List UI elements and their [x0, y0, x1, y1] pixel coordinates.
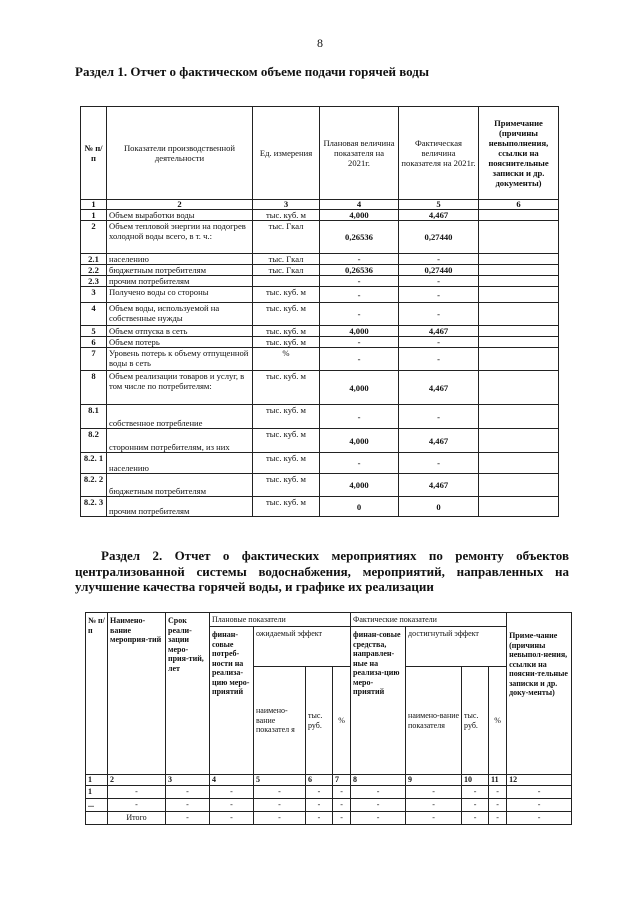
row-number: 8.1	[81, 405, 107, 429]
header-num: № п/п	[86, 613, 108, 775]
header-plan-eff-unit: тыс. руб.	[306, 667, 333, 775]
table-row	[81, 371, 559, 405]
table-row	[81, 453, 559, 474]
col-number: 3	[166, 775, 210, 786]
fact-value: -	[399, 337, 479, 348]
table-row	[81, 405, 559, 429]
table-cell: -	[351, 786, 406, 799]
header-fact-fin: финан-совые средства, направлен-ные на реализа-цию меро-приятий	[351, 627, 406, 775]
table-cell: -	[462, 799, 489, 812]
plan-value: 0	[320, 497, 399, 517]
header-plan-fin: финан-совые потреб-ности на реализа-цию меро-приятий	[210, 627, 254, 775]
table-cell: -	[406, 786, 462, 799]
table-cell: -	[166, 812, 210, 825]
table-cell: -	[507, 812, 572, 825]
row-number: 2	[81, 221, 107, 254]
column-number-row	[81, 200, 559, 210]
note	[479, 371, 559, 405]
column-number-row	[86, 775, 572, 786]
table-cell: -	[489, 786, 507, 799]
row-number: ...	[86, 799, 108, 812]
indicator-name: собственное потребление	[107, 405, 253, 429]
table-cell: -	[351, 812, 406, 825]
fact-value: -	[399, 348, 479, 371]
table-row	[81, 276, 559, 287]
note	[479, 287, 559, 303]
note	[479, 254, 559, 265]
col-number: 4	[320, 200, 399, 210]
table-cell: -	[306, 786, 333, 799]
row-number: 3	[81, 287, 107, 303]
table-row	[86, 812, 572, 825]
fact-value: 4,467	[399, 371, 479, 405]
unit: тыс. куб. м	[253, 497, 320, 517]
table-cell: -	[489, 812, 507, 825]
measure-name: -	[108, 786, 166, 799]
fact-value: 4,467	[399, 210, 479, 221]
table-cell: -	[166, 786, 210, 799]
fact-value: -	[399, 254, 479, 265]
unit: тыс. куб. м	[253, 303, 320, 326]
header-fact: Фактическая величина показателя на 2021г.	[399, 107, 479, 200]
indicator-name: Получено воды со стороны	[107, 287, 253, 303]
col-number: 11	[489, 775, 507, 786]
indicator-name: Объем потерь	[107, 337, 253, 348]
row-number: 8.2. 3	[81, 497, 107, 517]
indicator-name: прочим потребителям	[107, 276, 253, 287]
plan-value: -	[320, 348, 399, 371]
col-number: 1	[86, 775, 108, 786]
note	[479, 210, 559, 221]
table-cell: -	[210, 786, 254, 799]
note	[479, 453, 559, 474]
note	[479, 221, 559, 254]
indicator-name: Объем отпуска в сеть	[107, 326, 253, 337]
unit	[253, 276, 320, 287]
unit: тыс. куб. м	[253, 429, 320, 453]
indicator-name: бюджетным потребителям	[107, 474, 253, 497]
plan-value: -	[320, 453, 399, 474]
unit: тыс. куб. м	[253, 371, 320, 405]
row-number: 8.2. 2	[81, 474, 107, 497]
indicator-name: Объем тепловой энергии на подогрев холодной воды всего, в т. ч.:	[107, 221, 253, 254]
plan-value: 4,000	[320, 326, 399, 337]
fact-value: 0,27440	[399, 221, 479, 254]
table-cell: -	[489, 799, 507, 812]
indicator-name: населению	[107, 254, 253, 265]
table-cell: -	[333, 812, 351, 825]
row-number: 7	[81, 348, 107, 371]
table-cell: -	[333, 786, 351, 799]
plan-value: -	[320, 276, 399, 287]
indicator-name: прочим потребителям	[107, 497, 253, 517]
plan-value: -	[320, 303, 399, 326]
col-number: 6	[479, 200, 559, 210]
header-num: № п/п	[81, 107, 107, 200]
header-indicator: Показатели производственной деятельности	[107, 107, 253, 200]
note	[479, 405, 559, 429]
table-cell: -	[462, 786, 489, 799]
col-number: 12	[507, 775, 572, 786]
unit: тыс. куб. м	[253, 210, 320, 221]
header-fact-eff-name: наимено-вание показателя	[406, 667, 462, 775]
table-row	[86, 799, 572, 812]
header-name: Наимено-вание мероприя-тий	[108, 613, 166, 775]
fact-value: 4,467	[399, 326, 479, 337]
header-fact-eff-pct: %	[489, 667, 507, 775]
plan-value: -	[320, 337, 399, 348]
fact-value: -	[399, 303, 479, 326]
header-row-1	[86, 613, 572, 627]
table-cell: -	[254, 812, 306, 825]
note	[479, 474, 559, 497]
section2-title	[75, 548, 569, 595]
header-plan-effect: ожидаемый эффект	[254, 627, 351, 667]
header-note: Приме-чание (причины невыпол-нения, ссылки на поясни-тельные записки и др. доку-менты)	[507, 613, 572, 775]
repair-measures-table	[85, 612, 572, 825]
header-fact-effect: достигнутый эффект	[406, 627, 507, 667]
section1-title: Раздел 1. Отчет о фактическом объеме подачи горячей воды	[75, 64, 429, 79]
plan-value: 4,000	[320, 371, 399, 405]
header-fact-group: Фактические показатели	[351, 613, 507, 627]
row-number: 2.1	[81, 254, 107, 265]
note	[479, 348, 559, 371]
header-fact-eff-unit: тыс. руб.	[462, 667, 489, 775]
col-number: 8	[351, 775, 406, 786]
table-cell: -	[507, 799, 572, 812]
fact-value: -	[399, 405, 479, 429]
unit: тыс. куб. м	[253, 337, 320, 348]
fact-value: 0	[399, 497, 479, 517]
fact-value: 0,27440	[399, 265, 479, 276]
unit: тыс. Гкал	[253, 254, 320, 265]
header-note: Примечание (причины невыполнения, ссылки на пояснительные записки и др. документы)	[479, 107, 559, 200]
indicator-name: населению	[107, 453, 253, 474]
fact-value: 4,467	[399, 429, 479, 453]
table-row	[81, 497, 559, 517]
col-number: 3	[253, 200, 320, 210]
table-row	[81, 287, 559, 303]
section2-title-text: Раздел 2. Отчет о фактических мероприятиях по ремонту объектов централизованной системы водоснабжения, мероприятий, направленных на улучшение качества горячей воды, и графике их реализации	[75, 548, 569, 594]
note	[479, 326, 559, 337]
header-plan-eff-pct: %	[333, 667, 351, 775]
table-row	[81, 265, 559, 276]
table-cell: -	[333, 799, 351, 812]
table-cell: -	[210, 799, 254, 812]
table-cell: -	[254, 799, 306, 812]
table-cell: -	[406, 812, 462, 825]
col-number: 4	[210, 775, 254, 786]
plan-value: 0,26536	[320, 221, 399, 254]
note	[479, 276, 559, 287]
col-number: 6	[306, 775, 333, 786]
indicator-name: Объем реализации товаров и услуг, в том числе по потребителям:	[107, 371, 253, 405]
table-cell: -	[254, 786, 306, 799]
table-row	[81, 348, 559, 371]
measure-name: Итого	[108, 812, 166, 825]
note	[479, 429, 559, 453]
unit: тыс. куб. м	[253, 453, 320, 474]
header-unit: Ед. измерения	[253, 107, 320, 200]
unit: тыс. Гкал	[253, 265, 320, 276]
table-row	[81, 337, 559, 348]
col-number: 7	[333, 775, 351, 786]
row-number	[86, 812, 108, 825]
unit: тыс. куб. м	[253, 326, 320, 337]
note	[479, 265, 559, 276]
header-row	[81, 107, 559, 200]
indicator-name: Объем воды, используемой на собственные нужды	[107, 303, 253, 326]
table-cell: -	[406, 799, 462, 812]
indicator-name: бюджетным потребителям	[107, 265, 253, 276]
plan-value: -	[320, 254, 399, 265]
hot-water-supply-table	[80, 106, 559, 517]
header-plan: Плановая величина показателя на 2021г.	[320, 107, 399, 200]
indicator-name: Объем выработки воды	[107, 210, 253, 221]
row-number: 8.2. 1	[81, 453, 107, 474]
fact-value: -	[399, 276, 479, 287]
unit: тыс. Гкал	[253, 221, 320, 254]
table-row	[81, 303, 559, 326]
table-cell: -	[507, 786, 572, 799]
fact-value: -	[399, 287, 479, 303]
plan-value: -	[320, 287, 399, 303]
col-number: 10	[462, 775, 489, 786]
row-number: 8.2	[81, 429, 107, 453]
table-cell: -	[210, 812, 254, 825]
col-number: 5	[399, 200, 479, 210]
header-plan-group: Плановые показатели	[210, 613, 351, 627]
header-plan-eff-name: наимено-вание показател я	[254, 667, 306, 775]
unit: %	[253, 348, 320, 371]
plan-value: 4,000	[320, 474, 399, 497]
row-number: 1	[81, 210, 107, 221]
note	[479, 497, 559, 517]
row-number: 4	[81, 303, 107, 326]
table-row	[86, 786, 572, 799]
unit: тыс. куб. м	[253, 287, 320, 303]
page-number: 8	[317, 36, 323, 50]
table-row	[81, 254, 559, 265]
col-number: 5	[254, 775, 306, 786]
table-row	[81, 474, 559, 497]
row-number: 5	[81, 326, 107, 337]
table-cell: -	[306, 812, 333, 825]
header-term: Срок реали-зации меро-прия-тий, лет	[166, 613, 210, 775]
row-number: 1	[86, 786, 108, 799]
table-cell: -	[166, 799, 210, 812]
row-number: 6	[81, 337, 107, 348]
plan-value: -	[320, 405, 399, 429]
col-number: 2	[107, 200, 253, 210]
unit: тыс. куб. м	[253, 405, 320, 429]
note	[479, 303, 559, 326]
fact-value: 4,467	[399, 474, 479, 497]
plan-value: 4,000	[320, 210, 399, 221]
table-row	[81, 326, 559, 337]
table-cell: -	[306, 799, 333, 812]
plan-value: 0,26536	[320, 265, 399, 276]
table-row	[81, 429, 559, 453]
table-row	[81, 221, 559, 254]
measure-name: -	[108, 799, 166, 812]
indicator-name: Уровень потерь к объему отпущенной воды в сеть	[107, 348, 253, 371]
row-number: 2.3	[81, 276, 107, 287]
table-cell: -	[351, 799, 406, 812]
table-cell: -	[462, 812, 489, 825]
indicator-name: сторонним потребителям, из них	[107, 429, 253, 453]
col-number: 1	[81, 200, 107, 210]
note	[479, 337, 559, 348]
unit: тыс. куб. м	[253, 474, 320, 497]
col-number: 9	[406, 775, 462, 786]
fact-value: -	[399, 453, 479, 474]
row-number: 8	[81, 371, 107, 405]
plan-value: 4,000	[320, 429, 399, 453]
table-row	[81, 210, 559, 221]
col-number: 2	[108, 775, 166, 786]
row-number: 2.2	[81, 265, 107, 276]
